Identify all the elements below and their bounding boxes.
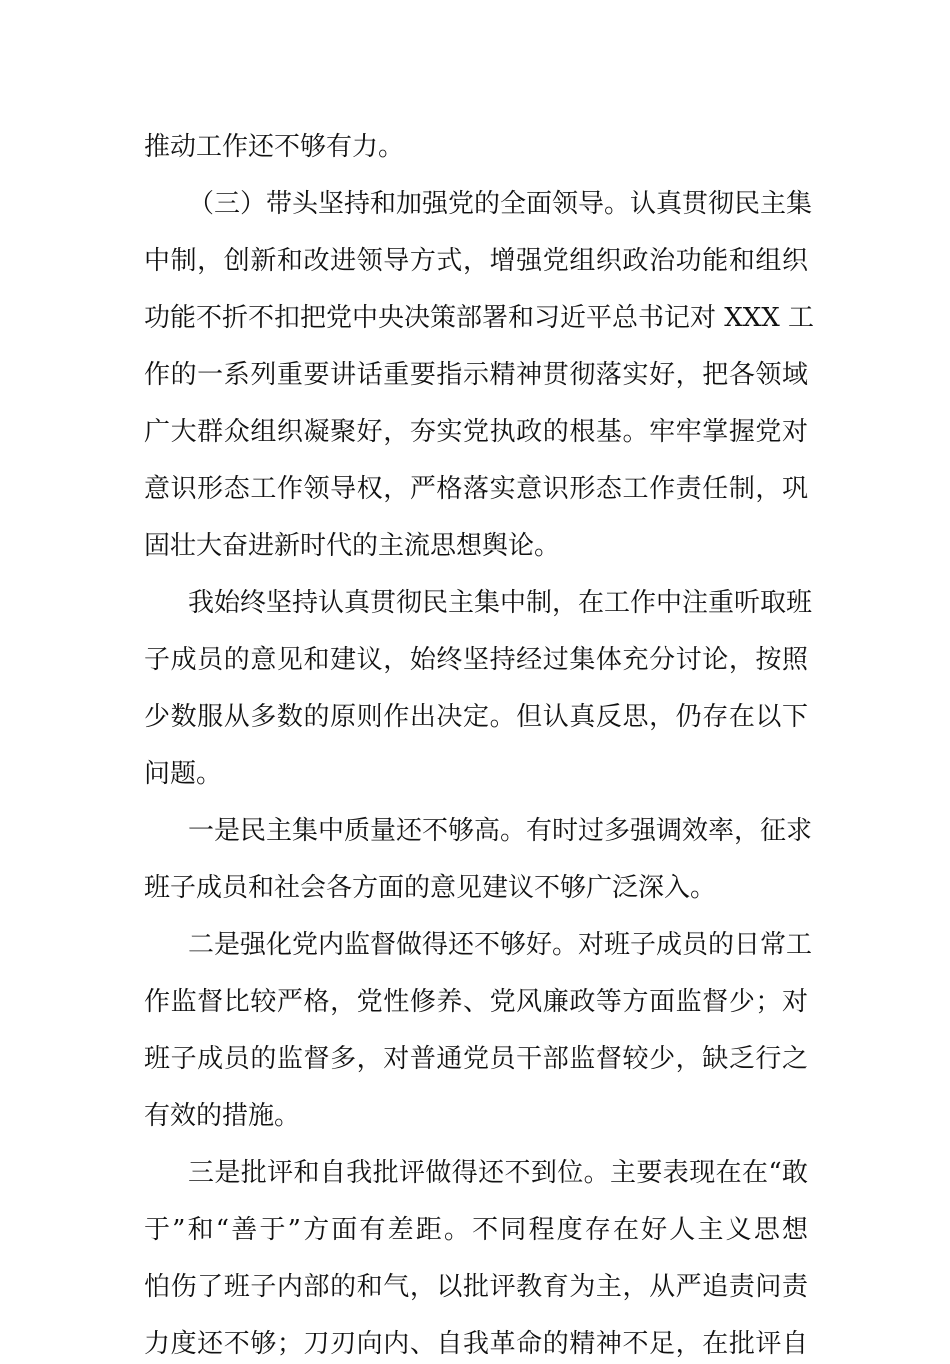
text-line: 怕伤了班子内部的和气，以批评教育为主，从严追责问责 xyxy=(144,1272,808,1302)
text-line: 少数服从多数的原则作出决定。但认真反思，仍存在以下 xyxy=(144,702,808,732)
text-line: 班子成员的监督多，对普通党员干部监督较少，缺乏行之 xyxy=(144,1044,808,1074)
text-line: 作的一系列重要讲话重要指示精神贯彻落实好，把各领域 xyxy=(144,360,808,390)
text-line: 固壮大奋进新时代的主流思想舆论。 xyxy=(144,531,561,561)
text-line: 推动工作还不够有力。 xyxy=(144,132,405,162)
text-line: 中制，创新和改进领导方式，增强党组织政治功能和组织 xyxy=(144,246,808,276)
section-heading-line: （三）带头坚持和加强党的全面领导。认真贯彻民主集 xyxy=(188,189,813,219)
paragraph-first-line: 二是强化党内监督做得还不够好。对班子成员的日常工 xyxy=(188,930,813,960)
text-line: 子成员的意见和建议，始终坚持经过集体充分讨论，按照 xyxy=(144,645,808,675)
paragraph-first-line: 一是民主集中质量还不够高。有时过多强调效率，征求 xyxy=(188,816,813,846)
text-line: 班子成员和社会各方面的意见建议不够广泛深入。 xyxy=(144,873,717,903)
text-line: 广大群众组织凝聚好，夯实党执政的根基。牢牢掌握党对 xyxy=(144,417,808,447)
text-line: 功能不折不扣把党中央决策部署和习近平总书记对 XXX 工 xyxy=(144,303,815,333)
text-line: 作监督比较严格，党性修养、党风廉政等方面监督少；对 xyxy=(144,987,808,1017)
paragraph-first-line: 我始终坚持认真贯彻民主集中制，在工作中注重听取班 xyxy=(188,588,813,618)
text-line: 力度还不够；刀刃向内、自我革命的精神不足，在批评自 xyxy=(144,1329,808,1359)
text-line: 有效的措施。 xyxy=(144,1101,301,1131)
paragraph-first-line: 三是批评和自我批评做得还不到位。主要表现在在“敢 xyxy=(188,1158,808,1188)
text-line: 意识形态工作领导权，严格落实意识形态工作责任制，巩 xyxy=(144,474,808,504)
text-line: 问题。 xyxy=(144,759,223,789)
text-line: 于”和“善于”方面有差距。不同程度存在好人主义思想 xyxy=(144,1215,808,1245)
